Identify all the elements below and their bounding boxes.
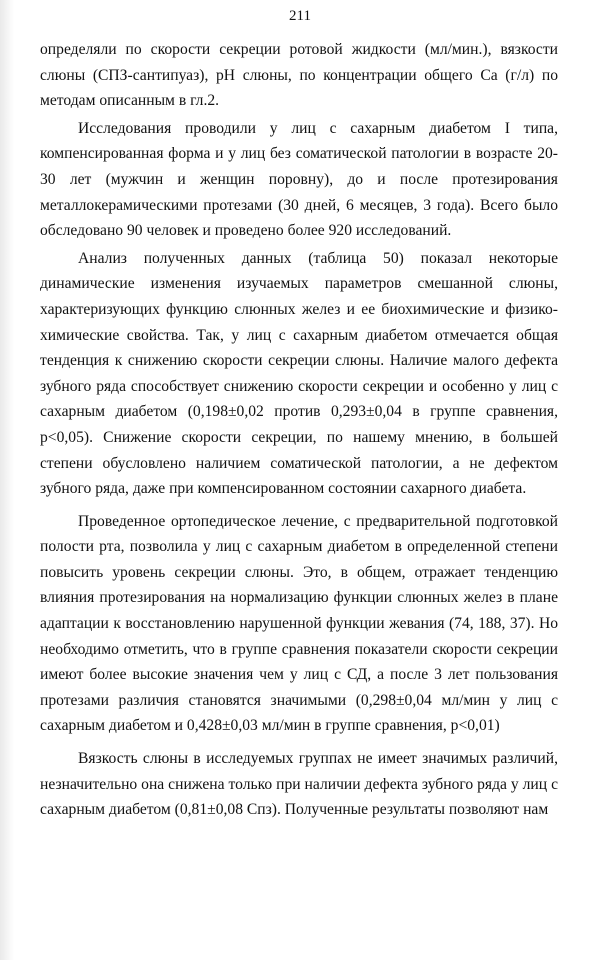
paragraph-study-design: Исследования проводили у лиц с сахарным диабетом I типа, компенсированная форма и у лиц без соматической патологии в возрасте 20-30 лет (мужчин и женщин поровну), до и после протезирования металлокерамическими протезами (30 дней, 6 месяцев, 3 года). Всего было обследовано 90 человек и проведено более 920 исследований. bbox=[40, 119, 558, 240]
paragraph-saliva-viscosity: Вязкость слюны в исследуемых группах не имеет значимых различий, незначительно она снижена только при наличии дефекта зубного ряда у лиц с сахарным диабетом (0,81±0,08 Спз). Полученные результаты позволяют нам bbox=[40, 750, 558, 819]
body-text bbox=[40, 37, 558, 823]
paragraph-orthopedic-treatment: Проведенное ортопедическое лечение, с предварительной подготовкой полости рта, позволила у лиц с сахарным диабетом в определенной степени повысить уровень секреции слюны. Это, в общем, отражает тенденцию влияния протезирования на нормализацию функции слюнных желез в плане адаптации к восстановлению нарушенной функции жевания (74, 188, 37). Но необходимо отметить, что в группе сравнения показатели скорости секреции имеют более высокие значения чем у лиц с СД, а после 3 лет пользования протезами различия становятся значимыми (0,298±0,04 мл/мин у лиц с сахарным диабетом и 0,428±0,03 мл/мин в группе сравнения, р<0,01) bbox=[40, 512, 558, 735]
scan-edge-shadow bbox=[0, 0, 14, 960]
paragraph-data-analysis: Анализ полученных данных (таблица 50) показал некоторые динамические изменения изучаемых параметров смешанной слюны, характеризующих функцию слюнных желез и ее биохимические и физико-химические свойства. Так, у лиц с сахарным диабетом отмечается общая тенденция к снижению скорости секреции слюны. Наличие малого дефекта зубного ряда способствует снижению скорости секреции и особенно у лиц с сахарным диабетом (0,198±0,02 против 0,293±0,04 в группе сравнения, р<0,05). Снижение скорости секреции, по нашему мнению, в большей степени обусловлено наличием соматической патологии, а не дефектом зубного ряда, даже при компенсированном состоянии сахарного диабета. bbox=[40, 249, 558, 498]
page-number: 211 bbox=[289, 8, 311, 24]
paragraph-continuation: определяли по скорости секреции ротовой жидкости (мл/мин.), вязкости слюны (СПЗ-сантипуаз), рН слюны, по концентрации общего Са (г/л) по методам описанным в гл.2. bbox=[40, 41, 558, 110]
